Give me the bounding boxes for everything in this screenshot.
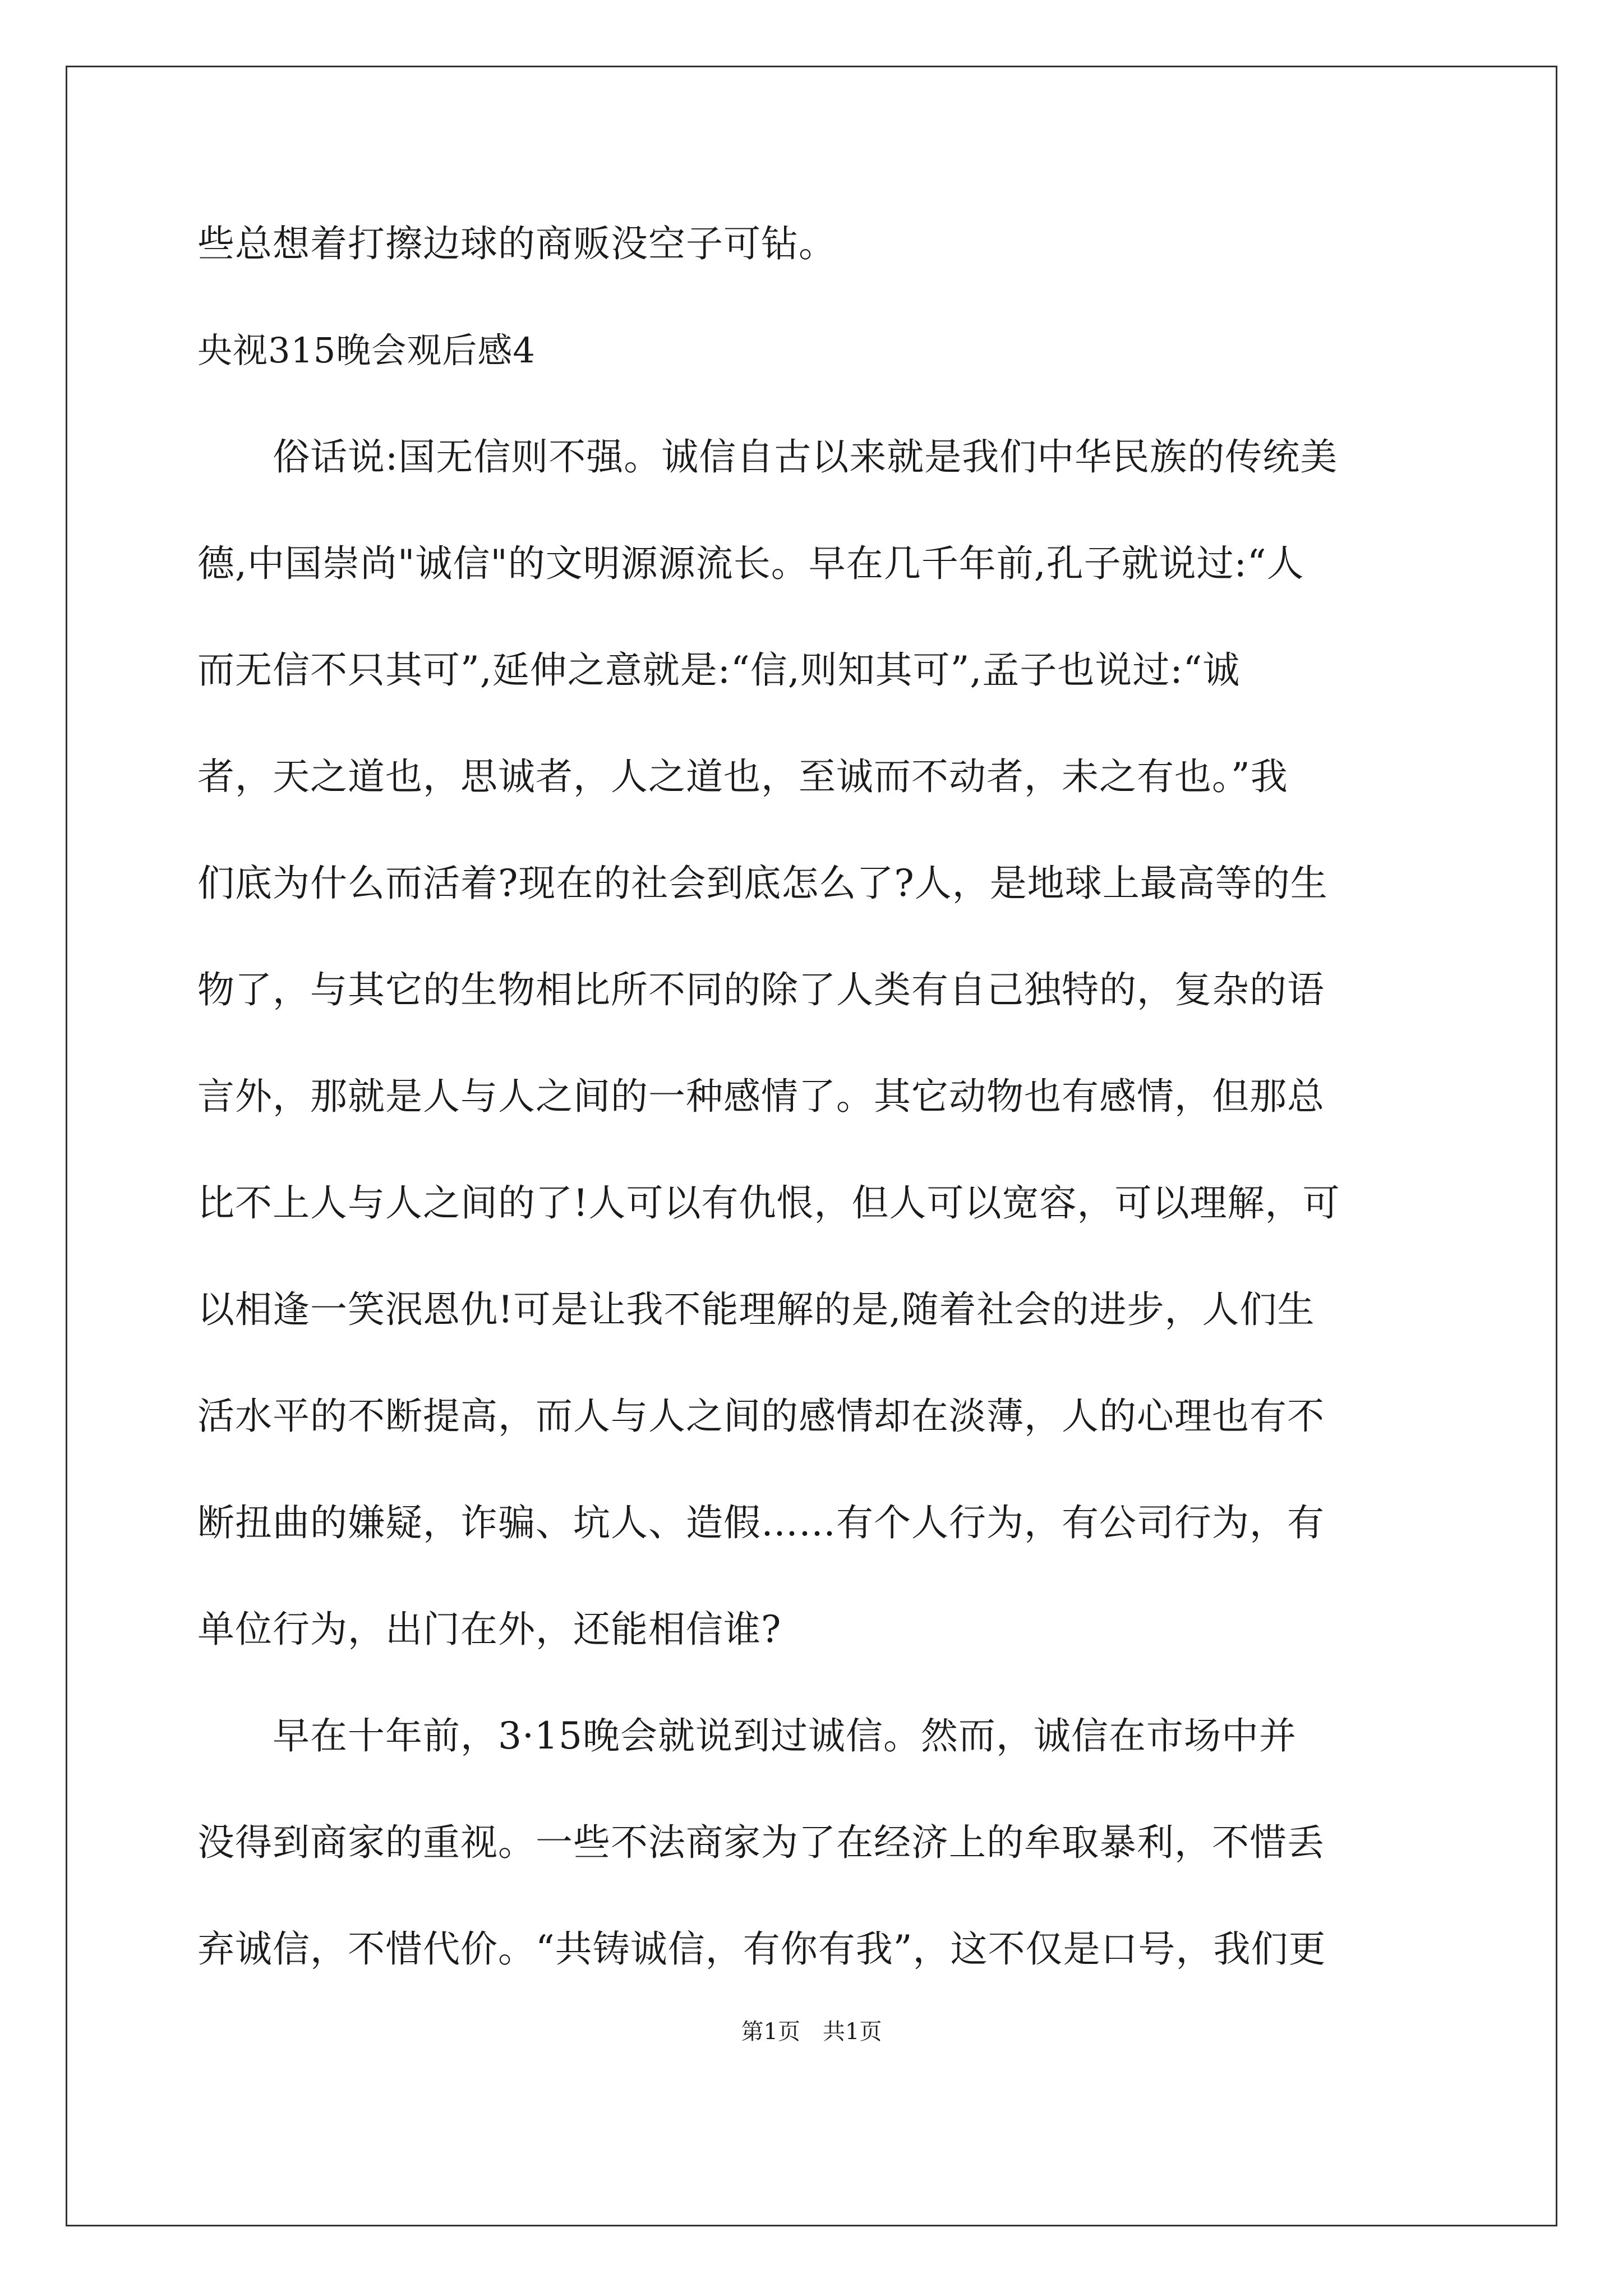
text-line: 没得到商家的重视。一些不法商家为了在经济上的牟取暴利，不惜丢 [197,1821,1325,1864]
page-footer: 第1页 共1页 [741,2019,882,2045]
text-line: 些总想着打擦边球的商贩没空子可钻。 [197,222,836,265]
text-line: 比不上人与人之间的了!人可以有仇恨，但人可以宽容，可以理解，可 [197,1181,1340,1225]
document-body [197,191,1431,2003]
text-line: 而无信不只其可”,延伸之意就是:“信,则知其可”,孟子也说过:“诚 [197,648,1241,692]
text-line: 物了，与其它的生物相比所不同的除了人类有自己独特的，复杂的语 [197,968,1325,1011]
text-line: 断扭曲的嫌疑，诈骗、坑人、造假……有个人行为，有公司行为，有 [197,1501,1325,1544]
text-line: 以相逢一笑泯恩仇!可是让我不能理解的是,随着社会的进步，人们生 [197,1288,1315,1331]
text-line: 言外，那就是人与人之间的一种感情了。其它动物也有感情，但那总 [197,1075,1325,1118]
text-line: 们底为什么而活着?现在的社会到底怎么了?人，是地球上最高等的生 [197,862,1328,905]
text-line: 者，天之道也，思诚者，人之道也，至诚而不动者，未之有也。”我 [197,755,1288,798]
text-line: 弃诚信，不惜代价。“共铸诚信，有你有我”，这不仅是口号，我们更 [197,1927,1326,1971]
text-line: 单位行为，出门在外，还能相信谁? [197,1608,782,1651]
text-line: 德,中国崇尚"诚信"的文明源源流长。早在几千年前,孔子就说过:“人 [197,542,1304,585]
text-line: 活水平的不断提高，而人与人之间的感情却在淡薄，人的心理也有不 [197,1395,1325,1438]
section-heading: 央视315晚会观后感4 [197,330,536,371]
text-line: 俗话说:国无信则不强。诚信自古以来就是我们中华民族的传统美 [197,435,1338,478]
text-line: 早在十年前，3·15晚会就说到过诚信。然而，诚信在市场中并 [197,1714,1297,1757]
